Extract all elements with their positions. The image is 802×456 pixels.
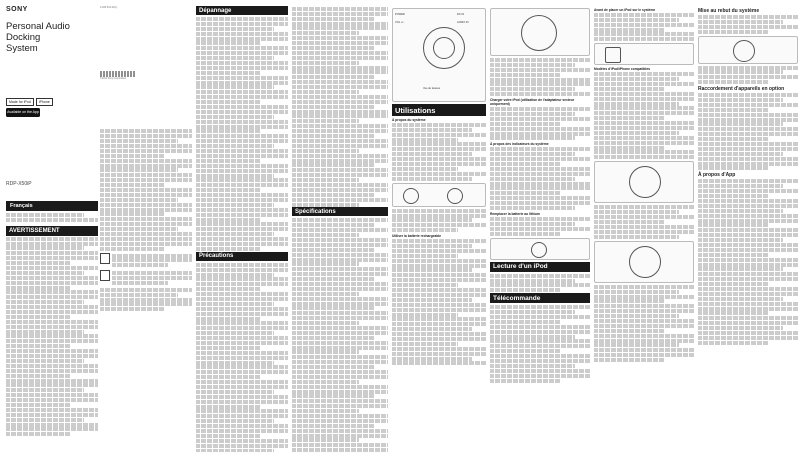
adapter-icon (403, 188, 419, 204)
label-dc-in: DC IN (457, 13, 465, 16)
remote-heading: Télécommande (490, 293, 590, 303)
label-vol: VOL +/− (395, 21, 405, 24)
depannage-text (196, 17, 288, 251)
part-number: 4-266-534-21(1) (100, 6, 118, 9)
power-button-icon (733, 40, 755, 62)
specs-column (292, 6, 388, 452)
depannage-heading: Dépannage (196, 6, 288, 15)
ipod-placement-diagram (594, 161, 694, 203)
standby-diagram (698, 36, 798, 64)
usage-column (392, 6, 486, 452)
ipod-models-table (594, 72, 694, 159)
charger-heading: Charger votre iPod (utilisation de l'adaptateur secteur uniquement) (490, 98, 575, 107)
charging-column (490, 6, 590, 452)
battery-heading: Utiliser la batterie rechargeable (392, 234, 442, 239)
warning-text (6, 237, 98, 437)
language-tab: Français (6, 201, 98, 211)
made-for-ipod-badge: Made for iPod (6, 98, 34, 106)
outlet-icon (447, 188, 463, 204)
label-audio-in: AUDIO IN (457, 21, 469, 24)
troubleshoot-column (196, 6, 288, 452)
app-store-badge: Available on the App Store (7, 110, 39, 123)
coin-battery-icon (531, 242, 547, 258)
model-number: RDP-X50iP (6, 181, 32, 187)
lecture-heading: Lecture d'un iPod (490, 262, 590, 272)
warning-text-2 (100, 129, 192, 250)
battery-disposal-block (100, 270, 192, 286)
dock-connector (433, 37, 455, 59)
replace-heading: Remplacer la batterie au lithium (490, 212, 540, 217)
device-diagram (392, 8, 486, 102)
document-title (6, 21, 98, 54)
disposal-block (100, 253, 192, 269)
cover-column (6, 6, 98, 452)
troubleshoot-cont-text (292, 7, 388, 207)
utilisations-heading: Utilisations (392, 104, 486, 116)
battery-compartment (521, 15, 557, 51)
brand-logo: SONY (6, 6, 28, 13)
raccord-heading: Raccordement d'appareils en option (698, 86, 785, 93)
coin-battery-diagram (490, 238, 590, 260)
precautions-heading: Précautions (196, 252, 288, 261)
crossed-bin-battery-icon (100, 270, 110, 281)
precautions-text (196, 263, 288, 452)
iphone-badge: iPhone (36, 98, 53, 106)
indicators-heading: À propos des indicateurs du système (490, 142, 549, 147)
app-heading: À propos d'App (698, 172, 736, 179)
specs-text (292, 218, 388, 452)
label-power: POWER (395, 13, 405, 16)
crossed-bin-icon (100, 253, 110, 264)
battery-diagram (490, 8, 590, 56)
ipod-column (594, 6, 694, 452)
mise-heading: Mise au rebut du système (698, 8, 760, 14)
ipod-models-heading: Modèles d'iPod/iPhone compatibles (594, 67, 651, 72)
docked-ipod-icon (629, 166, 661, 198)
power-connection-diagram (392, 183, 486, 207)
title-line-1: Personal Audio Docking (6, 21, 70, 43)
ipod-lift-icon (629, 246, 661, 278)
apropos-heading: À propos du système (392, 118, 426, 122)
placer-heading: Avant de placer un iPod sur le système (594, 8, 656, 12)
badge-row (6, 98, 98, 106)
copyright: ©2011 Sony Corporation (100, 77, 127, 81)
adapter-diagram (594, 43, 694, 65)
dock-adapter-icon (605, 47, 621, 63)
title-line-2: System (6, 43, 38, 54)
warning-heading: AVERTISSEMENT (6, 226, 98, 236)
connections-column (698, 6, 798, 452)
label-top-view: Vue de dessus (423, 87, 441, 90)
specs-heading: Spécifications (292, 207, 388, 216)
ipod-removal-diagram (594, 241, 694, 283)
warning-column (100, 6, 192, 452)
